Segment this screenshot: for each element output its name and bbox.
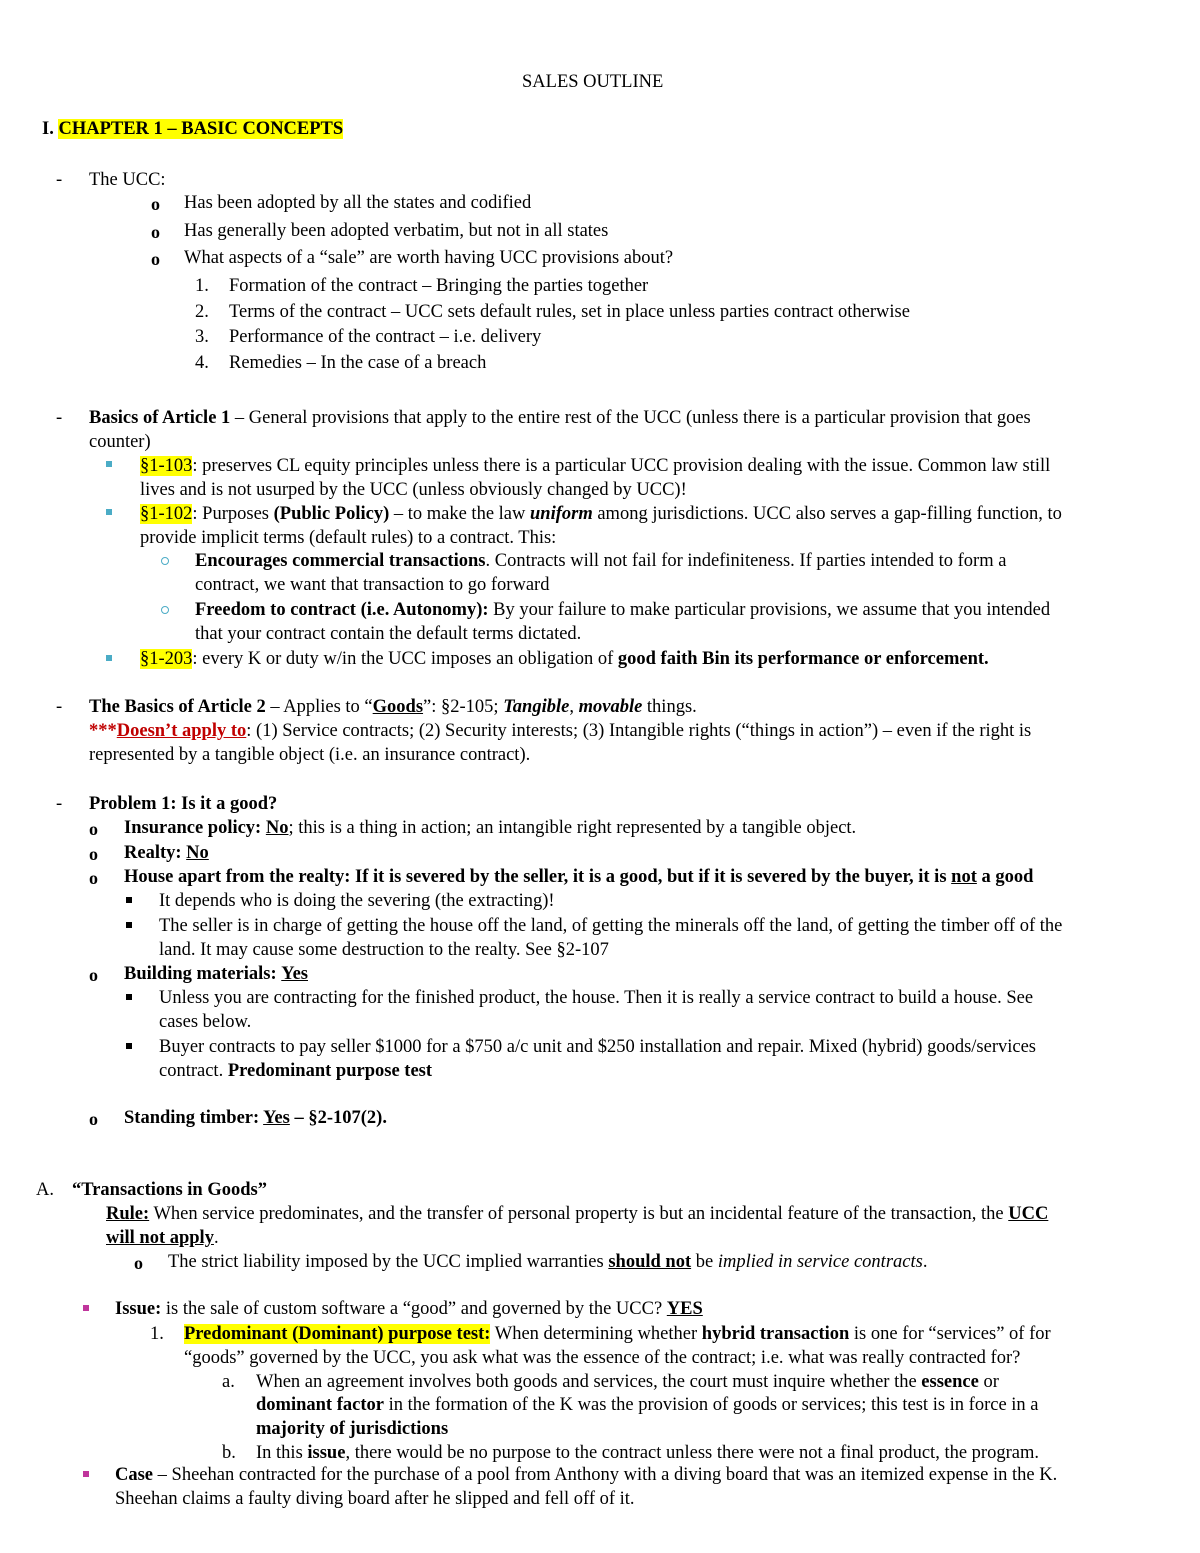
timber-text: – §2-107(2). bbox=[289, 1108, 387, 1128]
dash-bullet: - bbox=[56, 697, 63, 717]
predominant-line bbox=[184, 1322, 1051, 1346]
ucc-intro: The UCC: bbox=[89, 170, 166, 190]
s1-103-text: : preserves CL equity principles unless there is a particular UCC provision dealing with the issue. Common law still bbox=[192, 456, 1051, 476]
strict-liability-line bbox=[168, 1250, 927, 1274]
list-number: 4. bbox=[195, 353, 209, 373]
answer-no: No bbox=[265, 818, 289, 838]
section-letter: A. bbox=[36, 1180, 54, 1200]
o-bullet: o bbox=[151, 249, 160, 269]
freedom-text: By your failure to make particular provisions, we assume that you intended bbox=[488, 600, 1051, 620]
subpoint-text: , there would be no purpose to the contract unless there were not a final product, the program. bbox=[345, 1443, 1039, 1463]
s1-102-line: provide implicit terms (default rules) to a contract. This: bbox=[140, 528, 557, 548]
s1-102-text: among jurisdictions. UCC also serves a gap-filling function, to bbox=[592, 504, 1062, 524]
insurance-line bbox=[124, 816, 856, 840]
s1-103-line: lives and is not usurped by the UCC (unless obviously changed by UCC)! bbox=[140, 480, 687, 500]
freedom-line bbox=[195, 598, 1050, 622]
answer-yes: YES bbox=[666, 1299, 703, 1319]
issue-label: Issue: bbox=[115, 1299, 162, 1319]
building-line bbox=[124, 962, 308, 986]
majority-term: majority of jurisdictions bbox=[256, 1419, 449, 1439]
building-point: Buyer contracts to pay seller $1000 for a $750 a/c unit and $250 installation and repair. Mixed (hybrid) goods/services bbox=[159, 1037, 1036, 1057]
ucc-term: UCC bbox=[1008, 1204, 1049, 1224]
s1-102-emph: uniform bbox=[530, 504, 593, 524]
o-bullet: o bbox=[89, 868, 98, 888]
predominant-text: is one for “services” of for bbox=[849, 1324, 1051, 1344]
rule-label: Rule: bbox=[106, 1204, 150, 1224]
rule-line bbox=[106, 1202, 1048, 1226]
article2-text: ”: §2-105; bbox=[423, 697, 504, 717]
list-item: Terms of the contract – UCC sets default rules, set in place unless parties contract otherwise bbox=[229, 302, 910, 322]
hybrid-term: hybrid transaction bbox=[701, 1324, 850, 1344]
article1-heading: Basics of Article 1 bbox=[89, 408, 231, 428]
predominant-line: “goods” governed by the UCC, you ask what was the essence of the contract; i.e. what was really contracted for? bbox=[184, 1348, 1021, 1368]
chapter-number: I. bbox=[42, 119, 54, 139]
article2-line bbox=[89, 695, 697, 719]
subpoint-b-line bbox=[256, 1441, 1039, 1465]
doesnt-apply-label: Doesn’t apply to bbox=[116, 721, 247, 741]
building-point: cases below. bbox=[159, 1012, 252, 1032]
list-number: 2. bbox=[195, 302, 209, 322]
o-bullet: o bbox=[151, 194, 160, 214]
s1-102-text: : Purposes bbox=[192, 504, 274, 524]
article2-text: things. bbox=[642, 697, 697, 717]
s1-102-line bbox=[140, 502, 1062, 526]
s1-203-line bbox=[140, 647, 989, 671]
s1-203-text: : every K or duty w/in the UCC imposes an obligation of bbox=[192, 649, 618, 669]
o-bullet: o bbox=[89, 819, 98, 839]
section-title: “Transactions in Goods” bbox=[72, 1180, 267, 1200]
subpoint-text: When an agreement involves both goods and services, the court must inquire whether the bbox=[256, 1372, 922, 1392]
s1-103-line bbox=[140, 454, 1050, 478]
building-point: Unless you are contracting for the finished product, the house. Then it is really a service contract to build a house. See bbox=[159, 988, 1034, 1008]
timber-line bbox=[124, 1106, 387, 1130]
dash-bullet: - bbox=[56, 794, 63, 814]
dominant-factor-term: dominant factor bbox=[256, 1395, 384, 1415]
s1-102-text: – to make the law bbox=[389, 504, 530, 524]
article2-text: – Applies to “ bbox=[265, 697, 373, 717]
goods-term: Goods bbox=[372, 697, 424, 717]
timber-label: Standing timber: bbox=[124, 1108, 260, 1128]
doesnt-apply-text: : (1) Service contracts; (2) Security interests; (3) Intangible rights (“things in action”) – even if the right is bbox=[246, 721, 1032, 741]
house-point: It depends who is doing the severing (the extracting)! bbox=[159, 891, 555, 911]
list-item: Remedies – In the case of a breach bbox=[229, 353, 487, 373]
list-letter: a. bbox=[222, 1372, 235, 1392]
article1-text: – General provisions that apply to the entire rest of the UCC (unless there is a particular provision that goes bbox=[230, 408, 1031, 428]
house-line bbox=[124, 865, 1033, 889]
freedom-line: that your contract contain the default terms dictated. bbox=[195, 624, 582, 644]
subpoint-text: In this bbox=[256, 1443, 308, 1463]
list-item: Performance of the contract – i.e. delivery bbox=[229, 327, 542, 347]
encourages-line bbox=[195, 549, 1006, 573]
strict-text: . bbox=[922, 1252, 928, 1272]
case-line: Sheehan claims a faulty diving board after he slipped and fell off of it. bbox=[115, 1489, 635, 1509]
ucc-point: Has generally been adopted verbatim, but not in all states bbox=[184, 221, 609, 241]
ucc-point: What aspects of a “sale” are worth having UCC provisions about? bbox=[184, 248, 674, 268]
article2-heading: The Basics of Article 2 bbox=[89, 697, 266, 717]
section-ref: §1-203 bbox=[140, 649, 193, 669]
answer-no: No bbox=[186, 843, 209, 863]
strict-text: The strict liability imposed by the UCC implied warranties bbox=[168, 1252, 609, 1272]
answer-yes: Yes bbox=[263, 1108, 290, 1128]
list-item: Formation of the contract – Bringing the parties together bbox=[229, 276, 649, 296]
house-text: House apart from the realty: If it is severed by the seller, it is a good, but if it is severed by the buyer, it is bbox=[124, 867, 952, 887]
case-line bbox=[115, 1463, 1057, 1487]
square-bullet-icon bbox=[126, 897, 132, 903]
list-number: 1. bbox=[195, 276, 209, 296]
square-bullet-icon bbox=[126, 922, 132, 928]
o-bullet: o bbox=[89, 1109, 98, 1129]
chapter-heading bbox=[42, 117, 343, 141]
realty-label: Realty: bbox=[124, 843, 182, 863]
insurance-text: ; this is a thing in action; an intangible right represented by a tangible object. bbox=[288, 818, 857, 838]
subpoint-a-line bbox=[256, 1393, 1039, 1417]
rule-text: When service predominates, and the transfer of personal property is but an incidental feature of the transaction, the bbox=[149, 1204, 1009, 1224]
o-bullet: o bbox=[151, 222, 160, 242]
article1-line: counter) bbox=[89, 432, 151, 452]
subpoint-a-line bbox=[256, 1370, 999, 1394]
issue-line bbox=[115, 1297, 703, 1321]
building-label: Building materials: bbox=[124, 964, 277, 984]
predominant-purpose-bold: Predominant purpose test bbox=[227, 1061, 433, 1081]
subpoint-text: in the formation of the K was the provision of goods or services; this test is in force in a bbox=[383, 1395, 1039, 1415]
list-number: 1. bbox=[150, 1324, 164, 1344]
answer-yes: Yes bbox=[281, 964, 308, 984]
s1-102-bold: (Public Policy) bbox=[273, 504, 390, 524]
article1-line bbox=[89, 406, 1031, 430]
house-point: The seller is in charge of getting the house off the land, of getting the minerals off the land, of getting the timber off of the bbox=[159, 916, 1063, 936]
square-bullet-icon bbox=[126, 994, 132, 1000]
s1-203-bold: good faith Bin its performance or enforcement. bbox=[617, 649, 989, 669]
square-bullet-icon bbox=[126, 1043, 132, 1049]
case-label: Case bbox=[115, 1465, 154, 1485]
o-bullet: o bbox=[89, 844, 98, 864]
article2-text: , bbox=[569, 697, 579, 717]
house-text: a good bbox=[976, 867, 1034, 887]
section-ref: §1-102 bbox=[140, 504, 193, 524]
realty-line bbox=[124, 841, 209, 865]
predominant-text: When determining whether bbox=[490, 1324, 702, 1344]
square-bullet-icon bbox=[83, 1305, 89, 1311]
dash-bullet: - bbox=[56, 408, 63, 428]
square-bullet-icon bbox=[83, 1471, 89, 1477]
will-not-apply: will not apply bbox=[106, 1228, 214, 1248]
encourages-bold: Encourages commercial transactions bbox=[195, 551, 486, 571]
strict-italic: implied in service contracts bbox=[717, 1252, 923, 1272]
case-text: – Sheehan contracted for the purchase of a pool from Anthony with a diving board that was an itemized expense in the K. bbox=[153, 1465, 1058, 1485]
essence-term: essence bbox=[921, 1372, 979, 1392]
rule-text: . bbox=[213, 1228, 219, 1248]
subpoint-text: or bbox=[978, 1372, 999, 1392]
problem1-heading: Problem 1: Is it a good? bbox=[89, 794, 278, 814]
ucc-point: Has been adopted by all the states and codified bbox=[184, 193, 532, 213]
circle-bullet-icon bbox=[161, 606, 169, 614]
chapter-label: CHAPTER 1 – BASIC CONCEPTS bbox=[58, 119, 344, 139]
dash-bullet: - bbox=[56, 170, 63, 190]
doesnt-apply-line: represented by a tangible object (i.e. an insurance contract). bbox=[89, 745, 531, 765]
rule-line bbox=[106, 1226, 219, 1250]
issue-text: is the sale of custom software a “good” and governed by the UCC? bbox=[161, 1299, 667, 1319]
movable-term: movable bbox=[578, 697, 643, 717]
square-bullet-icon bbox=[106, 509, 112, 515]
circle-bullet-icon bbox=[161, 557, 169, 565]
freedom-bold: Freedom to contract (i.e. Autonomy): bbox=[195, 600, 489, 620]
square-bullet-icon bbox=[106, 461, 112, 467]
issue-term: issue bbox=[307, 1443, 346, 1463]
page-title: SALES OUTLINE bbox=[522, 72, 664, 92]
list-letter: b. bbox=[222, 1443, 236, 1463]
encourages-text: . Contracts will not fail for indefiniteness. If parties intended to form a bbox=[485, 551, 1007, 571]
building-point bbox=[159, 1059, 432, 1083]
list-number: 3. bbox=[195, 327, 209, 347]
predominant-test-label: Predominant (Dominant) purpose test: bbox=[184, 1324, 491, 1344]
square-bullet-icon bbox=[106, 655, 112, 661]
encourages-line: contract, we want that transaction to go forward bbox=[195, 575, 550, 595]
o-bullet: o bbox=[134, 1253, 143, 1273]
insurance-label: Insurance policy: bbox=[124, 818, 262, 838]
house-point: land. It may cause some destruction to the realty. See §2-107 bbox=[159, 940, 609, 960]
o-bullet: o bbox=[89, 965, 98, 985]
building-text: contract. bbox=[159, 1061, 228, 1081]
should-not: should not bbox=[608, 1252, 692, 1272]
tangible-term: Tangible bbox=[503, 697, 570, 717]
section-ref: §1-103 bbox=[140, 456, 193, 476]
doesnt-apply-line bbox=[89, 719, 1031, 743]
stars: *** bbox=[89, 721, 117, 741]
house-not: not bbox=[951, 867, 977, 887]
strict-text: be bbox=[691, 1252, 718, 1272]
